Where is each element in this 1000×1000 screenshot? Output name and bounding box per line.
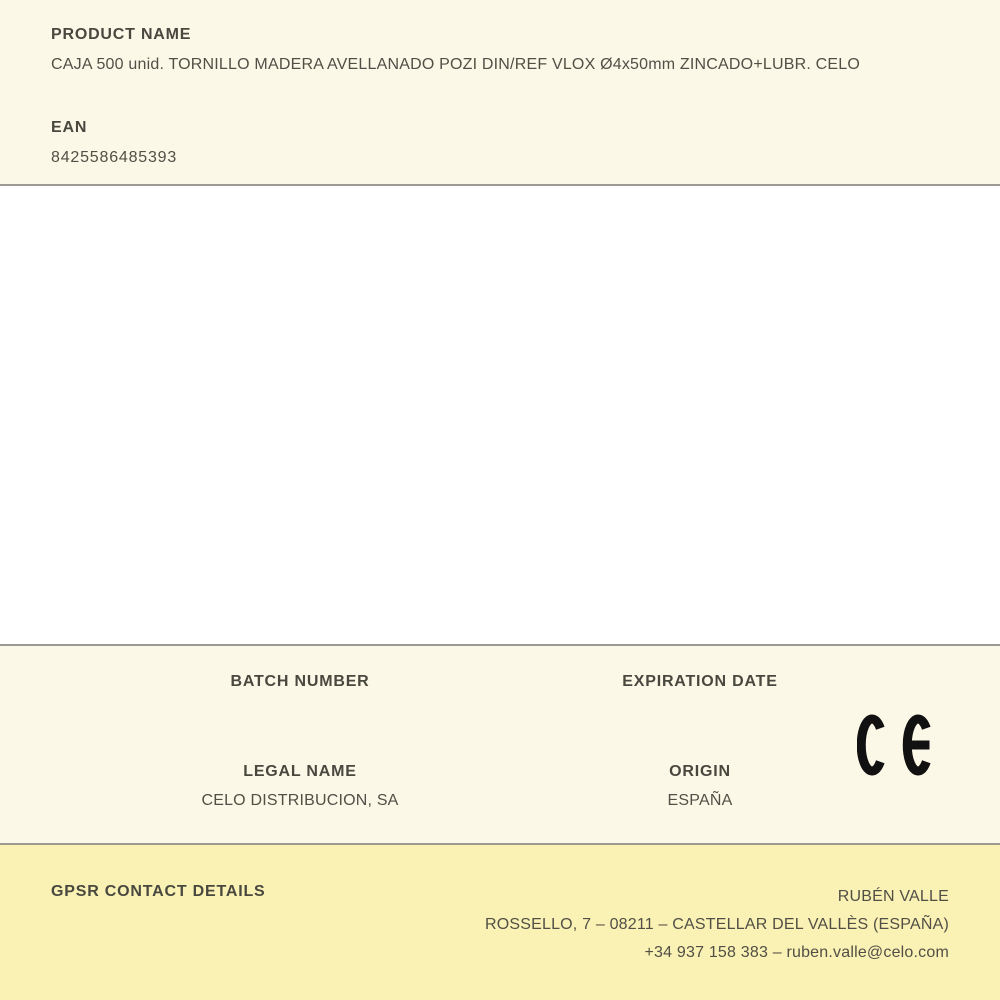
legal-name-label: LEGAL NAME: [243, 763, 357, 780]
origin-label: ORIGIN: [669, 763, 731, 780]
product-image-area: [0, 186, 1000, 646]
ean-value: 8425586485393: [51, 149, 178, 166]
product-info-section: [0, 0, 1000, 186]
legal-name-value: CELO DISTRIBUCION, SA: [201, 792, 399, 809]
contact-address: ROSSELLO, 7 – 08211 – CASTELLAR DEL VALLÈS (ESPAÑA): [484, 916, 949, 933]
contact-person-name: RUBÉN VALLE: [837, 888, 949, 905]
product-name-value: CAJA 500 unid. TORNILLO MADERA AVELLANADO POZI DIN/REF VLOX Ø4x50mm ZINCADO+LUBR. CELO: [51, 56, 861, 73]
ce-mark-icon: [857, 714, 939, 776]
details-section: [0, 646, 1000, 845]
contact-block: [485, 883, 949, 967]
batch-number-label: BATCH NUMBER: [230, 673, 370, 690]
product-name-label: PRODUCT NAME: [51, 26, 192, 43]
ean-label: EAN: [51, 119, 88, 136]
contact-phone-email: +34 937 158 383 – ruben.valle@celo.com: [644, 944, 949, 961]
gpsr-contact-section: [0, 845, 1000, 1000]
origin-value: ESPAÑA: [667, 792, 733, 809]
gpsr-contact-label: GPSR CONTACT DETAILS: [51, 883, 266, 900]
expiration-date-label: EXPIRATION DATE: [622, 673, 778, 690]
